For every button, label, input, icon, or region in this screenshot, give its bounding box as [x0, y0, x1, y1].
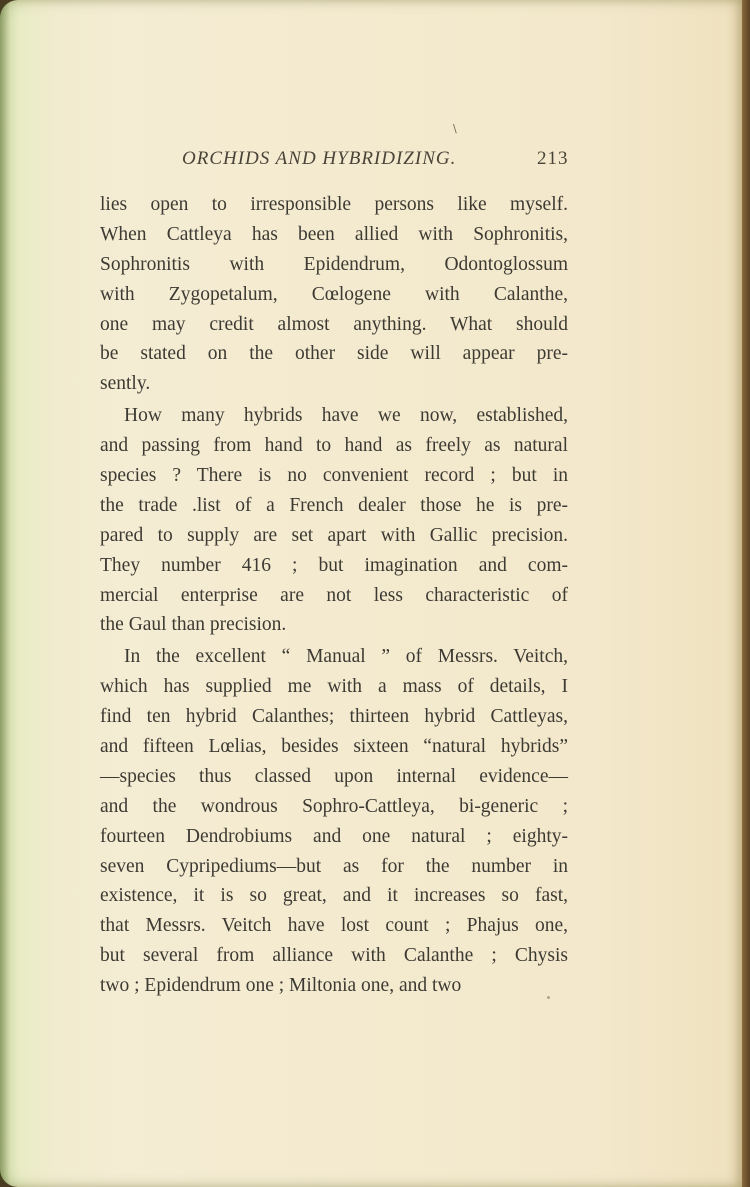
text-line: In the excellent “ Manual ” of Messrs. Veitch,: [124, 646, 568, 668]
text-line: species ? There is no convenient record ; but in: [100, 465, 568, 487]
text-line: sently.: [100, 373, 151, 395]
text-line: mercial enterprise are not less characteristic of: [100, 584, 568, 606]
text-line: the trade .list of a French dealer those he is pre-: [100, 494, 568, 516]
paragraph: [100, 642, 568, 1001]
gutter-shadow: [0, 0, 10, 1187]
paragraph: [100, 401, 568, 640]
paragraph: [100, 190, 568, 399]
page-number: 213: [537, 148, 569, 169]
text-line: the Gaul than precision.: [100, 614, 287, 636]
text-line: existence, it is so great, and it increases so fast,: [100, 885, 568, 907]
text-line: be stated on the other side will appear pre-: [100, 343, 568, 365]
text-line: —species thus classed upon internal evidence—: [100, 765, 568, 787]
page-speck: [547, 996, 550, 999]
text-line: two ; Epidendrum one ; Miltonia one, and two: [100, 975, 462, 997]
text-line: When Cattleya has been allied with Sophronitis,: [100, 223, 568, 245]
text-line: and passing from hand to hand as freely as natural: [100, 435, 568, 457]
text-line: that Messrs. Veitch have lost count ; Phajus one,: [100, 915, 568, 937]
text-line: pared to supply are set apart with Gallic precision.: [100, 524, 568, 546]
text-line: with Zygopetalum, Cœlogene with Calanthe,: [100, 283, 568, 305]
text-line: fourteen Dendrobiums and one natural ; eighty-: [100, 825, 568, 847]
text-line: How many hybrids have we now, established,: [124, 405, 568, 427]
text-line: which has supplied me with a mass of details, I: [100, 676, 568, 698]
text-line: and the wondrous Sophro-Cattleya, bi-generic ;: [100, 795, 568, 817]
text-line: one may credit almost anything. What should: [100, 313, 568, 335]
text-line: but several from alliance with Calanthe ; Chysis: [100, 945, 568, 967]
text-line: Sophronitis with Epidendrum, Odontoglossum: [100, 253, 568, 275]
pencil-mark: \: [453, 122, 457, 135]
text-line: They number 416 ; but imagination and com-: [100, 554, 568, 576]
text-line: and fifteen Lœlias, besides sixteen “natural hybrids”: [100, 736, 568, 758]
text-line: find ten hybrid Calanthes; thirteen hybrid Cattleyas,: [100, 706, 568, 728]
text-line: lies open to irresponsible persons like myself.: [100, 194, 568, 215]
text-line: seven Cypripediums—but as for the number in: [100, 855, 568, 877]
running-title: ORCHIDS AND HYBRIDIZING.: [182, 148, 457, 169]
book-edge: [742, 0, 750, 1187]
body-text: [100, 190, 568, 1001]
